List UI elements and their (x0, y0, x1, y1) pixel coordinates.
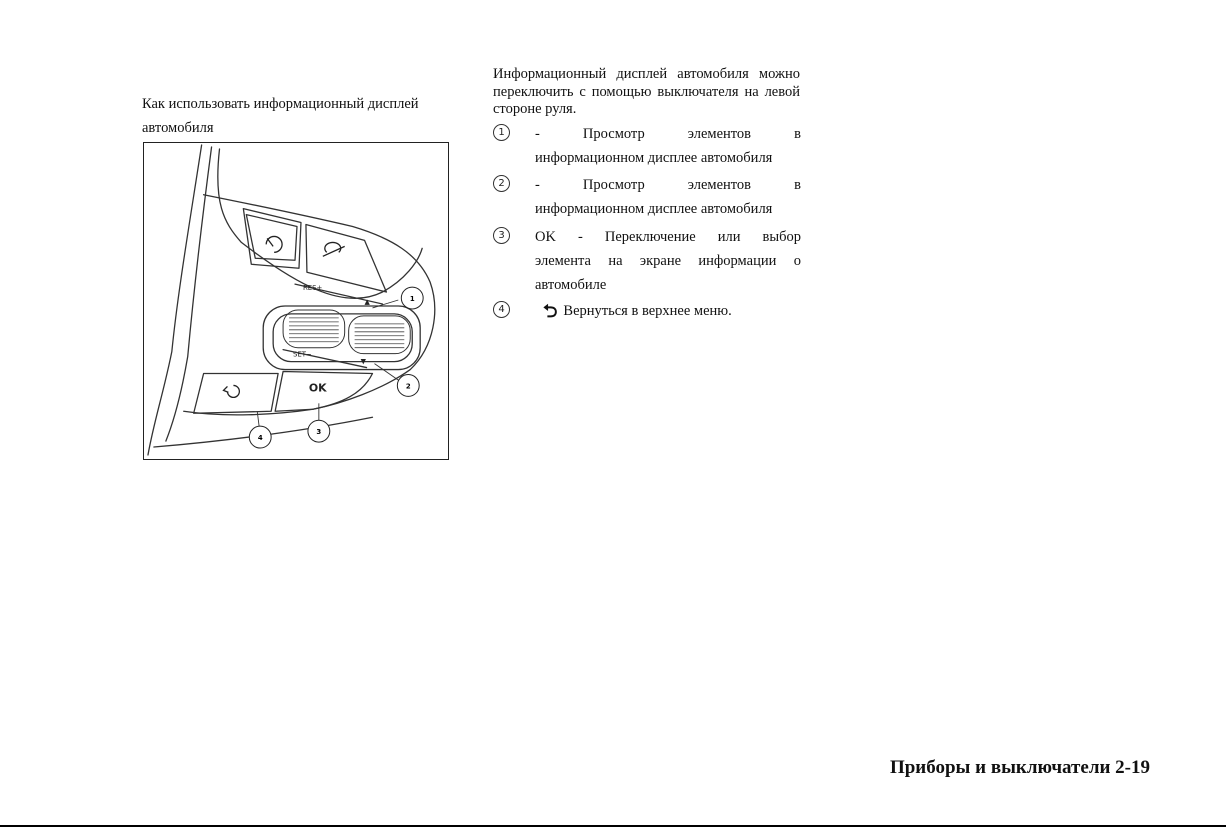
callout-2: 2 (405, 382, 411, 391)
item-number-3: 3 (493, 227, 510, 244)
intro-word: автомобиля (677, 66, 749, 82)
word: элементов (687, 126, 752, 142)
bottom-divider (0, 825, 1226, 827)
word: Просмотр (582, 126, 645, 142)
item-line (535, 197, 801, 221)
item-line (535, 225, 801, 249)
item-line (535, 146, 801, 170)
item-line (535, 249, 801, 273)
callout-1: 1 (409, 295, 415, 303)
intro-word: выключателя на левой стороне руля. (493, 83, 801, 117)
callout-4: 4 (257, 434, 263, 443)
steering-switch-illustration (144, 143, 448, 459)
item-line (535, 173, 801, 197)
item-number-2: 2 (493, 175, 510, 192)
word: - (577, 229, 583, 245)
intro-word: Информационный (493, 66, 607, 82)
steering-switch-figure (143, 142, 449, 460)
word: в (794, 126, 801, 142)
word: информации (698, 253, 777, 269)
footer-title: Приборы и выключатели 2-19 (889, 757, 1150, 778)
word: о (793, 253, 801, 269)
intro-word: можно (758, 66, 801, 82)
word: - (535, 177, 540, 193)
item-number-1: 1 (493, 124, 510, 141)
intro-word: помощью (591, 83, 652, 100)
item-text: Вернуться в верхнее меню. (563, 303, 732, 319)
up-arrow-label: ▲ (364, 297, 370, 306)
word: в (794, 177, 801, 193)
word: - (535, 126, 540, 142)
word: Переключение (604, 229, 696, 245)
word: информационном дисплее автомобиля (535, 150, 773, 166)
intro-paragraph (493, 66, 800, 119)
word: экране (639, 253, 682, 269)
word: элемента (535, 253, 591, 269)
word: или (717, 229, 741, 245)
back-arrow-icon: ⮌ (543, 300, 558, 322)
item-line (535, 273, 801, 297)
section-title: Как использовать информационный дисплей автомобиля (142, 96, 419, 136)
word: Просмотр (582, 177, 645, 193)
intro-word: дисплей (616, 66, 668, 82)
item-line (535, 122, 801, 146)
ok-label: OK (308, 381, 327, 395)
word: элементов (687, 177, 752, 193)
intro-word: переключить (493, 83, 574, 100)
word: на (608, 253, 623, 269)
set-label: SET− (293, 350, 312, 359)
item-line (535, 299, 801, 323)
res-label: RES+ (302, 284, 323, 293)
word: автомобиле (535, 277, 607, 293)
word: информационном дисплее автомобиля (535, 201, 773, 217)
word: выбор (762, 229, 801, 245)
item-number-4: 4 (493, 301, 510, 318)
down-arrow-label: ▼ (360, 357, 366, 366)
callout-3: 3 (316, 428, 322, 437)
intro-word: с (579, 83, 586, 100)
word: OK (535, 229, 556, 245)
